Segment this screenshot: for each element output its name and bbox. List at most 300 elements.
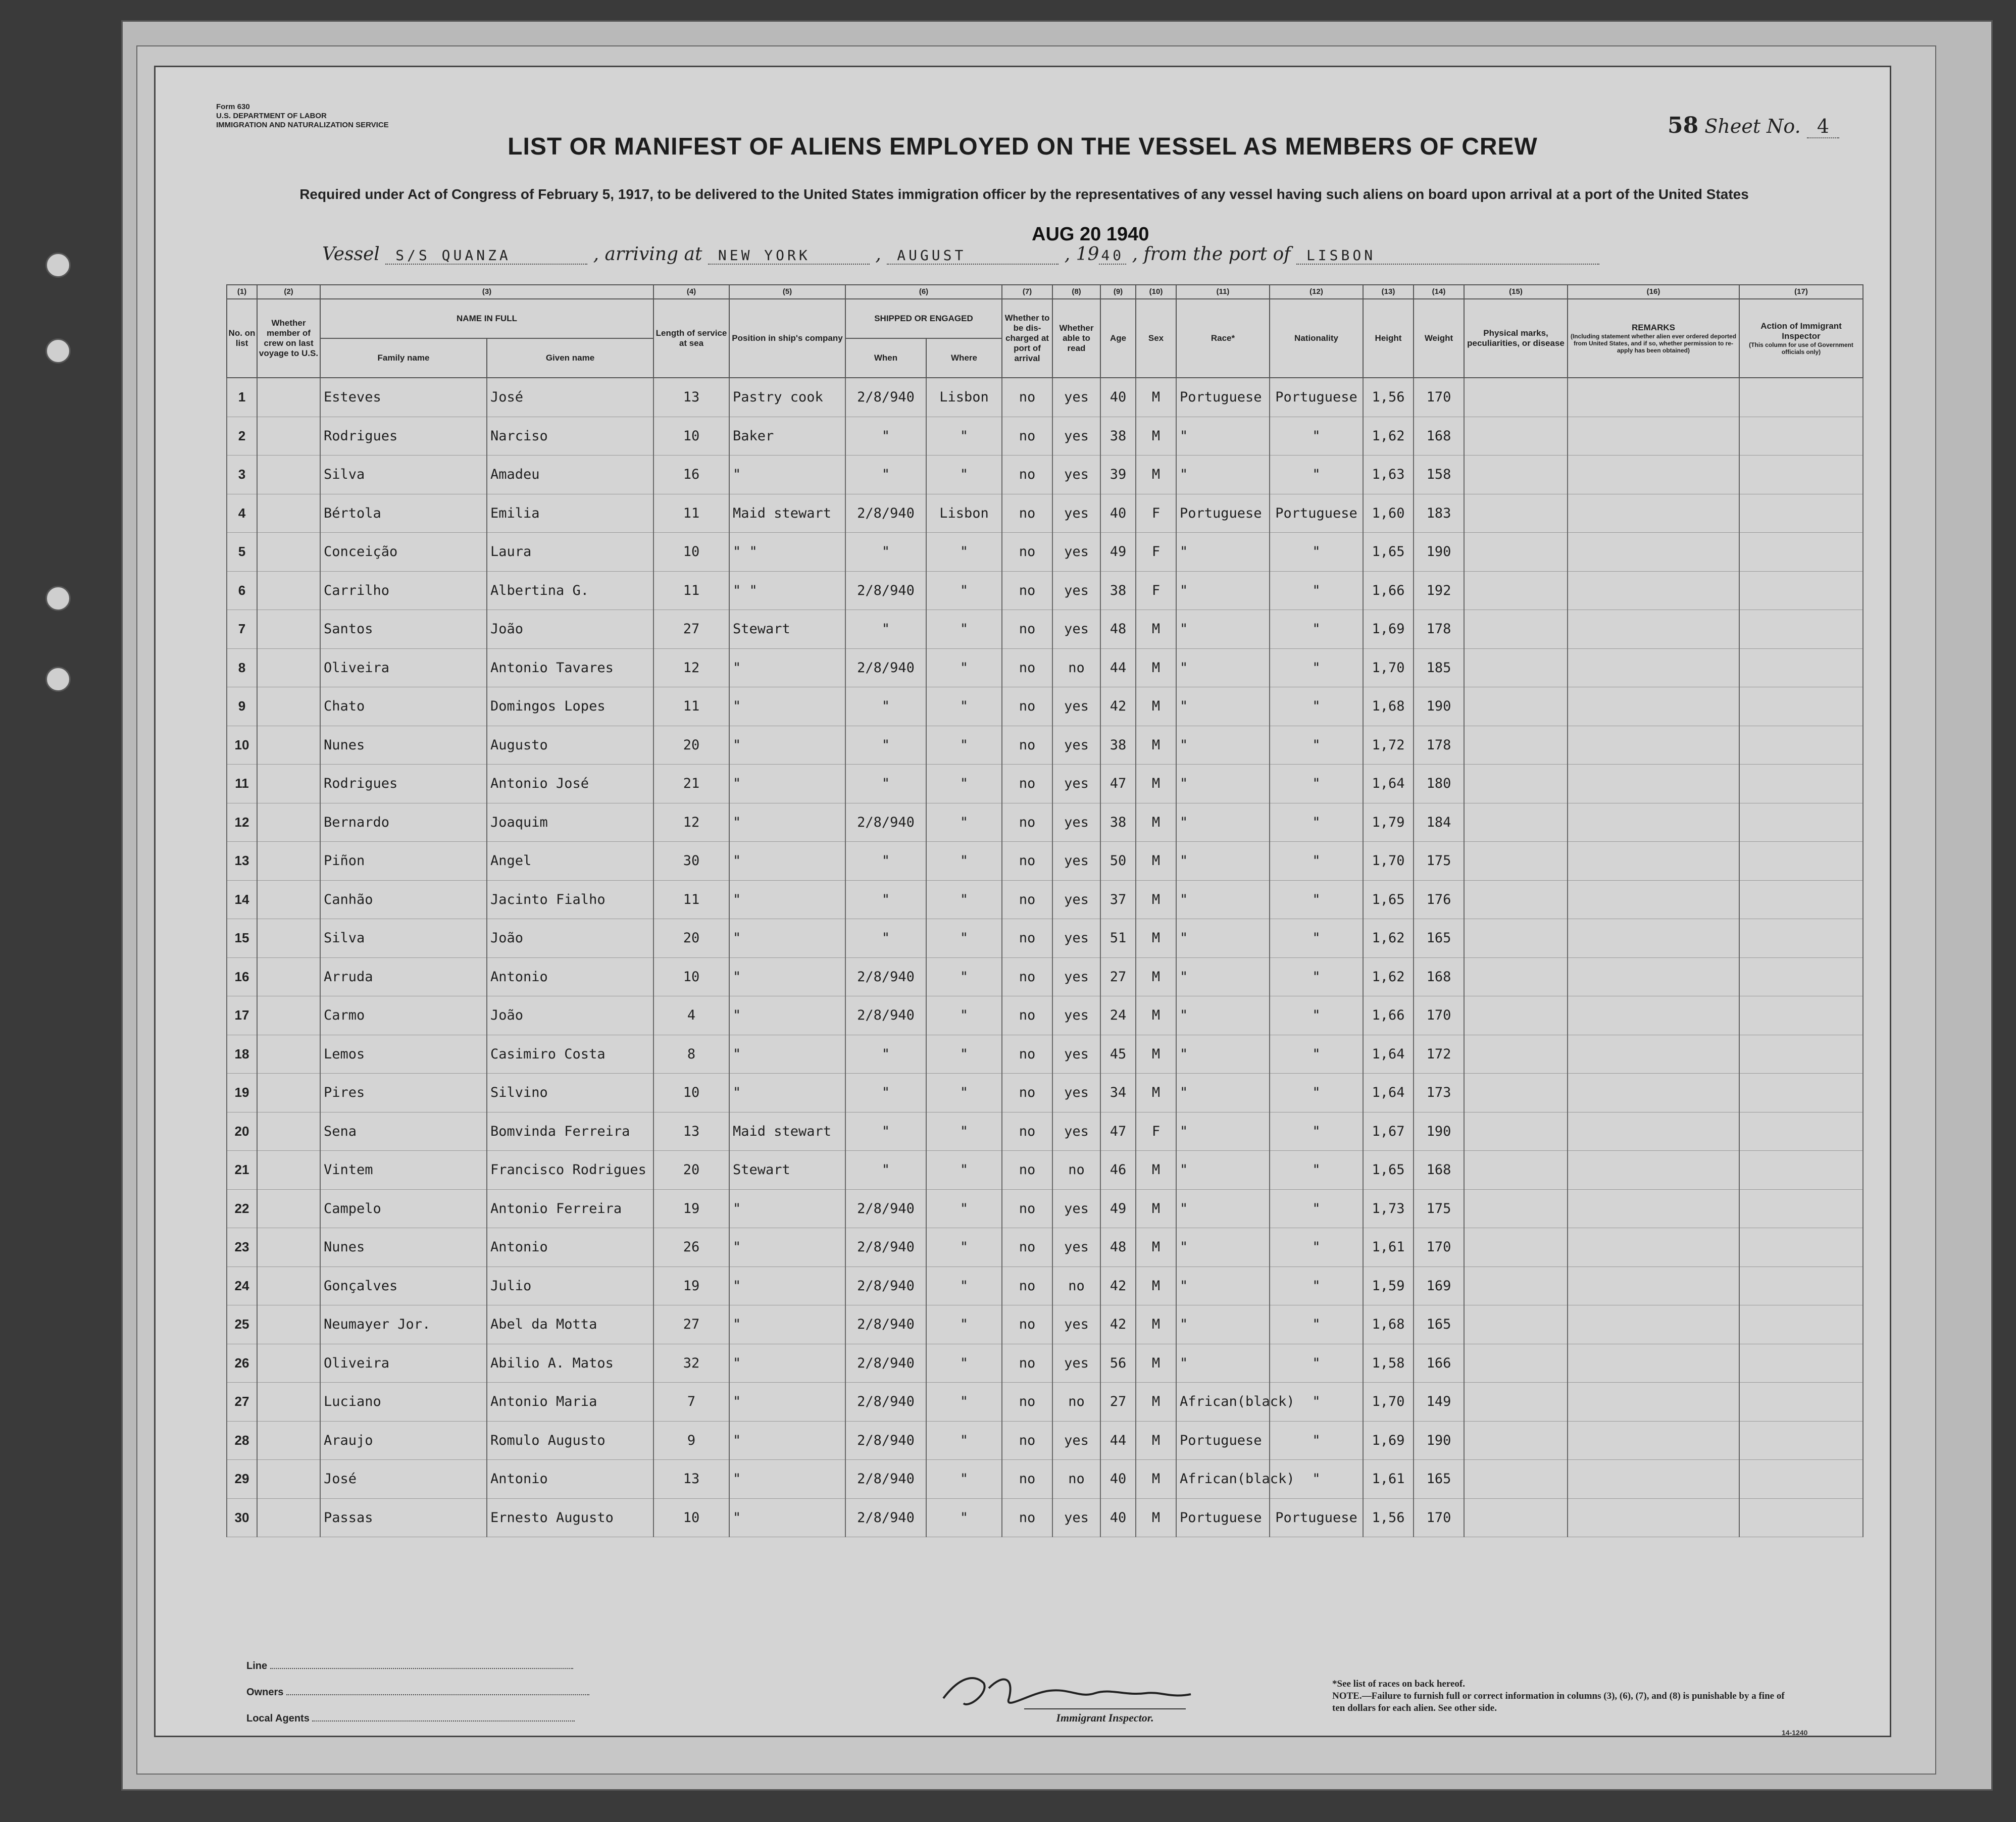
cell-blank bbox=[1739, 378, 1863, 417]
cell-service: 13 bbox=[653, 378, 729, 417]
cell-family: José bbox=[320, 1460, 487, 1499]
cell-when: " bbox=[845, 1151, 926, 1190]
col-number: (15) bbox=[1464, 285, 1568, 299]
cell-blank bbox=[1568, 1112, 1739, 1151]
cell-race: " bbox=[1176, 803, 1270, 842]
table-row bbox=[227, 1498, 1863, 1537]
cell-position: " bbox=[729, 648, 845, 687]
cell-race: " bbox=[1176, 726, 1270, 765]
column-header-row bbox=[227, 299, 1863, 338]
cell-blank bbox=[1739, 1498, 1863, 1537]
cell-weight: 170 bbox=[1414, 996, 1464, 1035]
cell-given: Antonio Maria bbox=[487, 1383, 653, 1422]
cell-weight: 175 bbox=[1414, 842, 1464, 881]
table-row bbox=[227, 726, 1863, 765]
agents-label: Local Agents bbox=[246, 1713, 310, 1724]
cell-no: 4 bbox=[227, 494, 257, 533]
cell-family: Passas bbox=[320, 1498, 487, 1537]
cell-race: " bbox=[1176, 842, 1270, 881]
cell-given: Antonio bbox=[487, 1460, 653, 1499]
cell-blank bbox=[1464, 803, 1568, 842]
cell-race: " bbox=[1176, 1112, 1270, 1151]
cell-blank bbox=[1739, 1421, 1863, 1460]
cell-discharged: no bbox=[1002, 1421, 1052, 1460]
cell-race: " bbox=[1176, 610, 1270, 649]
col-number: (4) bbox=[653, 285, 729, 299]
cell-where: " bbox=[926, 1112, 1002, 1151]
cell-blank bbox=[257, 1498, 320, 1537]
header-age: Age bbox=[1100, 299, 1136, 378]
cell-weight: 190 bbox=[1414, 1421, 1464, 1460]
cell-where: " bbox=[926, 533, 1002, 572]
cell-race: African(black) bbox=[1176, 1460, 1270, 1499]
department-name: U.S. DEPARTMENT OF LABOR bbox=[216, 112, 327, 120]
cell-nationality: " bbox=[1270, 533, 1363, 572]
cell-where: " bbox=[926, 1151, 1002, 1190]
cell-given: Joaquim bbox=[487, 803, 653, 842]
cell-discharged: no bbox=[1002, 880, 1052, 919]
cell-height: 1,70 bbox=[1363, 1383, 1414, 1422]
cell-race: " bbox=[1176, 1267, 1270, 1305]
cell-discharged: no bbox=[1002, 1035, 1052, 1074]
cell-no: 10 bbox=[227, 726, 257, 765]
cell-height: 1,73 bbox=[1363, 1189, 1414, 1228]
cell-weight: 176 bbox=[1414, 880, 1464, 919]
cell-blank bbox=[1568, 1267, 1739, 1305]
cell-read: yes bbox=[1052, 1344, 1100, 1383]
cell-race: " bbox=[1176, 1344, 1270, 1383]
col-number: (12) bbox=[1270, 285, 1363, 299]
cell-nationality: " bbox=[1270, 919, 1363, 958]
cell-service: 26 bbox=[653, 1228, 729, 1267]
cell-blank bbox=[1464, 1074, 1568, 1112]
cell-discharged: no bbox=[1002, 687, 1052, 726]
cell-race: Portuguese bbox=[1176, 1421, 1270, 1460]
cell-nationality: " bbox=[1270, 726, 1363, 765]
cell-discharged: no bbox=[1002, 726, 1052, 765]
action-note: (This column for use of Government officials only) bbox=[1749, 341, 1853, 356]
cell-blank bbox=[257, 494, 320, 533]
cell-position: " bbox=[729, 765, 845, 803]
cell-sex: M bbox=[1136, 957, 1176, 996]
cell-blank bbox=[1464, 533, 1568, 572]
cell-sex: M bbox=[1136, 1189, 1176, 1228]
cell-read: yes bbox=[1052, 571, 1100, 610]
cell-height: 1,66 bbox=[1363, 996, 1414, 1035]
departure-port: LISBON bbox=[1296, 247, 1599, 265]
cell-sex: M bbox=[1136, 1344, 1176, 1383]
cell-where: " bbox=[926, 648, 1002, 687]
cell-no: 23 bbox=[227, 1228, 257, 1267]
cell-position: " bbox=[729, 957, 845, 996]
cell-nationality: " bbox=[1270, 648, 1363, 687]
cell-family: Rodrigues bbox=[320, 765, 487, 803]
table-row bbox=[227, 880, 1863, 919]
cell-nationality: " bbox=[1270, 1189, 1363, 1228]
cell-given: Francisco Rodrigues bbox=[487, 1151, 653, 1190]
cell-family: Oliveira bbox=[320, 648, 487, 687]
cell-when: 2/8/940 bbox=[845, 494, 926, 533]
cell-blank bbox=[1568, 880, 1739, 919]
cell-no: 15 bbox=[227, 919, 257, 958]
cell-sex: M bbox=[1136, 1151, 1176, 1190]
cell-blank bbox=[1464, 494, 1568, 533]
cell-weight: 158 bbox=[1414, 456, 1464, 494]
cell-age: 39 bbox=[1100, 456, 1136, 494]
cell-race: " bbox=[1176, 687, 1270, 726]
cell-position: Pastry cook bbox=[729, 378, 845, 417]
cell-read: yes bbox=[1052, 1305, 1100, 1344]
cell-family: Campelo bbox=[320, 1189, 487, 1228]
cell-race: " bbox=[1176, 765, 1270, 803]
cell-discharged: no bbox=[1002, 1112, 1052, 1151]
cell-service: 8 bbox=[653, 1035, 729, 1074]
cell-age: 45 bbox=[1100, 1035, 1136, 1074]
cell-service: 27 bbox=[653, 1305, 729, 1344]
cell-blank bbox=[1739, 456, 1863, 494]
form-number: Form 630 bbox=[216, 103, 250, 111]
cell-where: " bbox=[926, 1228, 1002, 1267]
cell-no: 14 bbox=[227, 880, 257, 919]
col-number: (3) bbox=[320, 285, 653, 299]
cell-blank bbox=[257, 1189, 320, 1228]
agent-fields bbox=[246, 1653, 589, 1732]
cell-blank bbox=[1739, 803, 1863, 842]
cell-discharged: no bbox=[1002, 957, 1052, 996]
cell-sex: M bbox=[1136, 726, 1176, 765]
cell-race: " bbox=[1176, 1074, 1270, 1112]
cell-read: yes bbox=[1052, 687, 1100, 726]
cell-race: " bbox=[1176, 957, 1270, 996]
header-weight: Weight bbox=[1414, 299, 1464, 378]
cell-discharged: no bbox=[1002, 996, 1052, 1035]
col-number: (1) bbox=[227, 285, 257, 299]
cell-height: 1,65 bbox=[1363, 880, 1414, 919]
cell-no: 28 bbox=[227, 1421, 257, 1460]
cell-sex: F bbox=[1136, 571, 1176, 610]
cell-blank bbox=[1464, 765, 1568, 803]
cell-nationality: " bbox=[1270, 1151, 1363, 1190]
cell-no: 5 bbox=[227, 533, 257, 572]
cell-discharged: no bbox=[1002, 1151, 1052, 1190]
cell-race: " bbox=[1176, 456, 1270, 494]
table-row bbox=[227, 919, 1863, 958]
cell-weight: 190 bbox=[1414, 1112, 1464, 1151]
cell-read: yes bbox=[1052, 1074, 1100, 1112]
table-row bbox=[227, 842, 1863, 881]
cell-blank bbox=[1464, 919, 1568, 958]
cell-position: " bbox=[729, 1460, 845, 1499]
cell-height: 1,62 bbox=[1363, 919, 1414, 958]
cell-blank bbox=[257, 957, 320, 996]
cell-race: " bbox=[1176, 571, 1270, 610]
cell-when: " bbox=[845, 1112, 926, 1151]
cell-read: yes bbox=[1052, 456, 1100, 494]
cell-no: 19 bbox=[227, 1074, 257, 1112]
cell-weight: 165 bbox=[1414, 1305, 1464, 1344]
cell-position: " bbox=[729, 1305, 845, 1344]
cell-age: 37 bbox=[1100, 880, 1136, 919]
col-number: (8) bbox=[1052, 285, 1100, 299]
header-physical-marks: Physical marks, peculiarities, or disease bbox=[1464, 299, 1568, 378]
cell-blank bbox=[257, 842, 320, 881]
cell-sex: M bbox=[1136, 1228, 1176, 1267]
cell-age: 46 bbox=[1100, 1151, 1136, 1190]
cell-service: 10 bbox=[653, 957, 729, 996]
cell-position: " bbox=[729, 842, 845, 881]
cell-position: " bbox=[729, 996, 845, 1035]
cell-nationality: " bbox=[1270, 842, 1363, 881]
cell-family: Nunes bbox=[320, 726, 487, 765]
form-code: 14-1240 bbox=[1782, 1729, 1808, 1737]
cell-sex: M bbox=[1136, 803, 1176, 842]
cell-blank bbox=[1568, 1035, 1739, 1074]
cell-no: 25 bbox=[227, 1305, 257, 1344]
binder-hole bbox=[45, 338, 71, 364]
cell-when: " bbox=[845, 610, 926, 649]
cell-service: 11 bbox=[653, 571, 729, 610]
header-action bbox=[1739, 299, 1863, 378]
cell-height: 1,62 bbox=[1363, 957, 1414, 996]
cell-no: 6 bbox=[227, 571, 257, 610]
cell-given: João bbox=[487, 919, 653, 958]
cell-service: 10 bbox=[653, 1074, 729, 1112]
cell-blank bbox=[1739, 880, 1863, 919]
page-number: 58 bbox=[1668, 113, 1699, 138]
cell-discharged: no bbox=[1002, 1498, 1052, 1537]
header-race: Race* bbox=[1176, 299, 1270, 378]
cell-when: " bbox=[845, 687, 926, 726]
cell-no: 12 bbox=[227, 803, 257, 842]
header-sex: Sex bbox=[1136, 299, 1176, 378]
cell-nationality: Portuguese bbox=[1270, 378, 1363, 417]
cell-blank bbox=[1568, 648, 1739, 687]
cell-no: 3 bbox=[227, 456, 257, 494]
cell-family: Silva bbox=[320, 456, 487, 494]
cell-read: yes bbox=[1052, 378, 1100, 417]
cell-read: yes bbox=[1052, 880, 1100, 919]
cell-blank bbox=[1739, 533, 1863, 572]
cell-blank bbox=[1464, 842, 1568, 881]
cell-blank bbox=[1464, 610, 1568, 649]
document-subtitle: Required under Act of Congress of February 5, 1917, to be delivered to the United States immigration officer by the representatives of any vessel having such aliens on board upon arrival at a port of the United States bbox=[299, 186, 1749, 202]
header-where: Where bbox=[926, 338, 1002, 378]
cell-service: 11 bbox=[653, 494, 729, 533]
cell-family: Lemos bbox=[320, 1035, 487, 1074]
cell-when: 2/8/940 bbox=[845, 957, 926, 996]
cell-age: 44 bbox=[1100, 1421, 1136, 1460]
cell-blank bbox=[257, 1035, 320, 1074]
col-number: (17) bbox=[1739, 285, 1863, 299]
cell-blank bbox=[1568, 1228, 1739, 1267]
penalty-note: NOTE.—Failure to furnish full or correct information in columns (3), (6), (7), and (8) is punishable by a fine of ten dollars for each alien. See other side. bbox=[1332, 1691, 1785, 1713]
cell-read: yes bbox=[1052, 1189, 1100, 1228]
cell-position: " bbox=[729, 1267, 845, 1305]
cell-when: 2/8/940 bbox=[845, 1267, 926, 1305]
cell-blank bbox=[1739, 1074, 1863, 1112]
cell-given: Silvino bbox=[487, 1074, 653, 1112]
cell-age: 47 bbox=[1100, 1112, 1136, 1151]
cell-given: Emilia bbox=[487, 494, 653, 533]
cell-blank bbox=[1464, 1189, 1568, 1228]
cell-blank bbox=[257, 378, 320, 417]
cell-given: Julio bbox=[487, 1267, 653, 1305]
cell-read: yes bbox=[1052, 533, 1100, 572]
table-row bbox=[227, 1344, 1863, 1383]
header-no-on-list: No. on list bbox=[227, 299, 257, 378]
cell-blank bbox=[1568, 494, 1739, 533]
cell-blank bbox=[1464, 378, 1568, 417]
binder-hole bbox=[45, 252, 71, 278]
col-number: (7) bbox=[1002, 285, 1052, 299]
header-position: Position in ship's company bbox=[729, 299, 845, 378]
cell-blank bbox=[1739, 571, 1863, 610]
table-row bbox=[227, 996, 1863, 1035]
table-row bbox=[227, 456, 1863, 494]
cell-height: 1,66 bbox=[1363, 571, 1414, 610]
cell-race: " bbox=[1176, 1189, 1270, 1228]
cell-when: 2/8/940 bbox=[845, 1498, 926, 1537]
cell-height: 1,72 bbox=[1363, 726, 1414, 765]
cell-discharged: no bbox=[1002, 648, 1052, 687]
header-given-name: Given name bbox=[487, 338, 653, 378]
cell-position: " bbox=[729, 1383, 845, 1422]
cell-weight: 165 bbox=[1414, 919, 1464, 958]
cell-weight: 178 bbox=[1414, 610, 1464, 649]
cell-blank bbox=[1464, 687, 1568, 726]
cell-nationality: " bbox=[1270, 1421, 1363, 1460]
cell-position: Baker bbox=[729, 417, 845, 456]
cell-nationality: " bbox=[1270, 1460, 1363, 1499]
remarks-note: (Including statement whether alien ever ordered deported from United States, and if so, whether permission to re-apply has been obtained) bbox=[1570, 333, 1737, 354]
cell-given: Augusto bbox=[487, 726, 653, 765]
cell-race: Portuguese bbox=[1176, 378, 1270, 417]
cell-position: " bbox=[729, 880, 845, 919]
cell-blank bbox=[1739, 1035, 1863, 1074]
cell-age: 42 bbox=[1100, 1305, 1136, 1344]
cell-position: " bbox=[729, 456, 845, 494]
cell-family: Carrilho bbox=[320, 571, 487, 610]
cell-blank bbox=[1568, 842, 1739, 881]
cell-family: Carmo bbox=[320, 996, 487, 1035]
cell-blank bbox=[1568, 1383, 1739, 1422]
cell-family: Arruda bbox=[320, 957, 487, 996]
cell-height: 1,65 bbox=[1363, 533, 1414, 572]
cell-height: 1,61 bbox=[1363, 1460, 1414, 1499]
cell-given: Casimiro Costa bbox=[487, 1035, 653, 1074]
table-row bbox=[227, 533, 1863, 572]
cell-when: 2/8/940 bbox=[845, 648, 926, 687]
table-row bbox=[227, 1460, 1863, 1499]
cell-no: 1 bbox=[227, 378, 257, 417]
cell-when: 2/8/940 bbox=[845, 1189, 926, 1228]
table-row bbox=[227, 648, 1863, 687]
cell-given: Domingos Lopes bbox=[487, 687, 653, 726]
cell-weight: 184 bbox=[1414, 803, 1464, 842]
cell-when: " bbox=[845, 919, 926, 958]
cell-service: 19 bbox=[653, 1189, 729, 1228]
cell-blank bbox=[1739, 610, 1863, 649]
cell-where: " bbox=[926, 842, 1002, 881]
cell-blank bbox=[257, 687, 320, 726]
cell-no: 21 bbox=[227, 1151, 257, 1190]
cell-where: " bbox=[926, 1383, 1002, 1422]
cell-where: " bbox=[926, 957, 1002, 996]
cell-sex: M bbox=[1136, 1035, 1176, 1074]
cell-nationality: " bbox=[1270, 803, 1363, 842]
cell-discharged: no bbox=[1002, 1189, 1052, 1228]
cell-discharged: no bbox=[1002, 1305, 1052, 1344]
arrival-month: AUGUST bbox=[887, 247, 1059, 265]
cell-given: Albertina G. bbox=[487, 571, 653, 610]
table-row bbox=[227, 571, 1863, 610]
cell-race: " bbox=[1176, 1305, 1270, 1344]
cell-given: Bomvinda Ferreira bbox=[487, 1112, 653, 1151]
cell-height: 1,68 bbox=[1363, 1305, 1414, 1344]
header-name-in-full: NAME IN FULL bbox=[320, 299, 653, 338]
cell-height: 1,69 bbox=[1363, 610, 1414, 649]
cell-blank bbox=[257, 1421, 320, 1460]
cell-read: yes bbox=[1052, 919, 1100, 958]
col-number: (2) bbox=[257, 285, 320, 299]
cell-where: " bbox=[926, 1421, 1002, 1460]
cell-service: 10 bbox=[653, 533, 729, 572]
cell-when: 2/8/940 bbox=[845, 1344, 926, 1383]
cell-blank bbox=[1464, 726, 1568, 765]
cell-weight: 170 bbox=[1414, 1498, 1464, 1537]
cell-nationality: " bbox=[1270, 417, 1363, 456]
cell-blank bbox=[1568, 417, 1739, 456]
cell-when: " bbox=[845, 417, 926, 456]
cell-sex: M bbox=[1136, 687, 1176, 726]
table-row bbox=[227, 417, 1863, 456]
cell-race: " bbox=[1176, 1228, 1270, 1267]
cell-weight: 170 bbox=[1414, 378, 1464, 417]
cell-height: 1,79 bbox=[1363, 803, 1414, 842]
cell-sex: F bbox=[1136, 494, 1176, 533]
cell-blank bbox=[257, 1460, 320, 1499]
cell-no: 29 bbox=[227, 1460, 257, 1499]
cell-family: Piñon bbox=[320, 842, 487, 881]
header-able-to-read: Whether able to read bbox=[1052, 299, 1100, 378]
cell-nationality: " bbox=[1270, 1383, 1363, 1422]
cell-discharged: no bbox=[1002, 571, 1052, 610]
table-row bbox=[227, 1421, 1863, 1460]
cell-blank bbox=[257, 765, 320, 803]
cell-weight: 166 bbox=[1414, 1344, 1464, 1383]
cell-sex: M bbox=[1136, 765, 1176, 803]
cell-blank bbox=[257, 1344, 320, 1383]
cell-blank bbox=[1464, 1035, 1568, 1074]
cell-given: Antonio bbox=[487, 1228, 653, 1267]
col-number: (9) bbox=[1100, 285, 1136, 299]
table-row bbox=[227, 765, 1863, 803]
cell-discharged: no bbox=[1002, 803, 1052, 842]
cell-blank bbox=[1739, 1267, 1863, 1305]
cell-sex: M bbox=[1136, 610, 1176, 649]
cell-position: Maid stewart bbox=[729, 494, 845, 533]
header-when: When bbox=[845, 338, 926, 378]
cell-family: Rodrigues bbox=[320, 417, 487, 456]
cell-blank bbox=[1464, 1498, 1568, 1537]
cell-blank bbox=[1464, 1305, 1568, 1344]
cell-no: 16 bbox=[227, 957, 257, 996]
cell-given: Antonio Ferreira bbox=[487, 1189, 653, 1228]
cell-blank bbox=[1464, 880, 1568, 919]
owners-label: Owners bbox=[246, 1687, 284, 1698]
cell-position: Maid stewart bbox=[729, 1112, 845, 1151]
header-discharged: Whether to be dis-charged at port of arrival bbox=[1002, 299, 1052, 378]
